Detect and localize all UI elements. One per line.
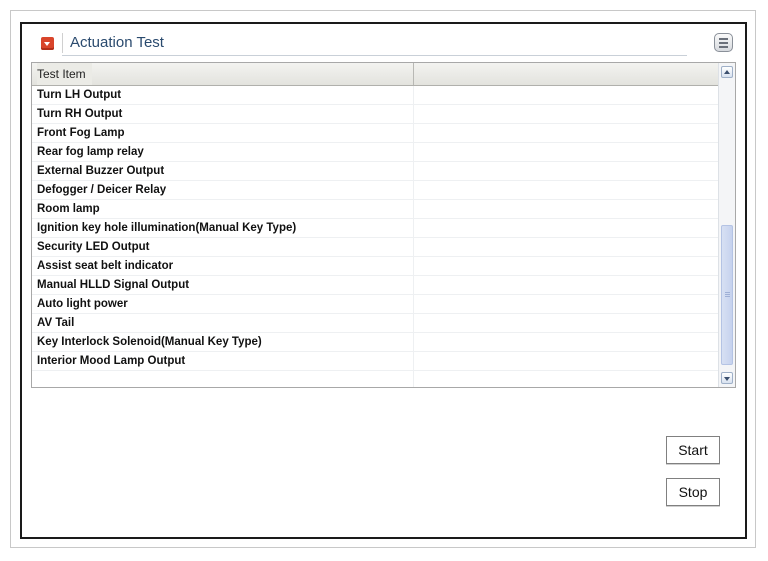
table-row[interactable] [32,162,719,181]
table-row[interactable] [32,143,719,162]
table-row[interactable] [32,238,719,257]
start-button[interactable]: Start [666,436,720,464]
list-menu-icon [719,38,728,40]
value-cell [414,238,719,256]
scroll-up-arrow-icon[interactable] [721,66,733,78]
value-cell [414,333,719,351]
column-header-label: Test Item [37,63,92,85]
test-item-cell: Key Interlock Solenoid(Manual Key Type) [32,333,414,351]
value-cell [414,143,719,161]
column-header-value[interactable] [414,63,719,85]
table-row[interactable] [32,352,719,371]
table-row[interactable] [32,219,719,238]
table-row[interactable] [32,124,719,143]
grip-icon [725,292,730,293]
test-item-cell: External Buzzer Output [32,162,414,180]
test-item-cell: Turn LH Output [32,86,414,104]
grip-icon [725,294,730,295]
test-item-cell: Assist seat belt indicator [32,257,414,275]
value-cell [414,86,719,104]
table-body [32,86,719,388]
actuation-test-panel [20,22,747,539]
value-cell [414,352,719,370]
list-menu-button[interactable] [714,33,733,52]
value-cell [414,181,719,199]
test-item-cell: AV Tail [32,314,414,332]
test-item-cell: Rear fog lamp relay [32,143,414,161]
table-row[interactable] [32,257,719,276]
value-cell [414,105,719,123]
panel-title: Actuation Test [70,34,164,51]
value-cell [414,200,719,218]
test-item-cell [32,371,414,388]
value-cell [414,257,719,275]
test-item-cell: Auto light power [32,295,414,313]
value-cell [414,124,719,142]
value-cell [414,162,719,180]
test-item-cell: Security LED Output [32,238,414,256]
test-item-cell: Front Fog Lamp [32,124,414,142]
list-menu-icon [719,46,728,48]
scroll-down-arrow-icon[interactable] [721,372,733,384]
test-item-table [31,62,736,388]
test-item-cell: Manual HLLD Signal Output [32,276,414,294]
table-row[interactable] [32,333,719,352]
test-item-cell: Turn RH Output [32,105,414,123]
table-row[interactable] [32,181,719,200]
title-underline [62,55,687,56]
scroll-thumb[interactable] [721,225,733,365]
value-cell [414,314,719,332]
value-cell [414,371,719,388]
table-row[interactable] [32,371,719,388]
table-row[interactable] [32,314,719,333]
collapse-down-icon[interactable] [41,37,54,50]
table-row[interactable] [32,105,719,124]
table-header [32,63,719,86]
table-row[interactable] [32,276,719,295]
title-separator [62,33,63,53]
table-row[interactable] [32,200,719,219]
test-item-cell: Room lamp [32,200,414,218]
test-item-cell: Ignition key hole illumination(Manual Key Type) [32,219,414,237]
value-cell [414,219,719,237]
value-cell [414,276,719,294]
list-menu-icon [719,42,728,44]
table-row[interactable] [32,295,719,314]
stop-button[interactable]: Stop [666,478,720,506]
value-cell [414,295,719,313]
grip-icon [725,296,730,297]
table-row[interactable] [32,86,719,105]
test-item-cell: Defogger / Deicer Relay [32,181,414,199]
column-header-test-item[interactable] [32,63,414,85]
vertical-scrollbar[interactable] [718,63,735,387]
test-item-cell: Interior Mood Lamp Output [32,352,414,370]
